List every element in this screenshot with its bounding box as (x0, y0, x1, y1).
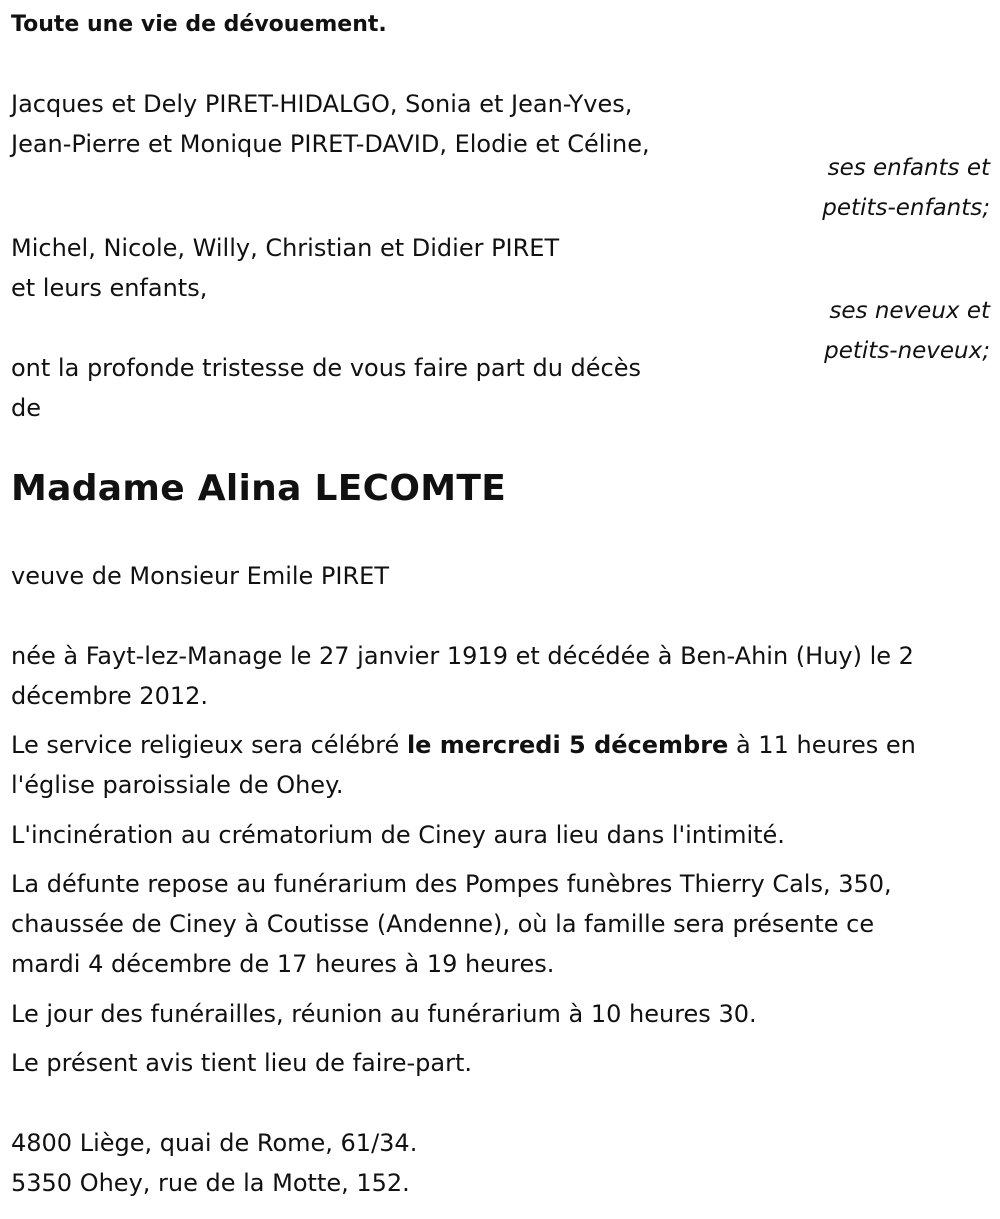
service-line-1 (11, 725, 916, 765)
widow-of-line: veuve de Monsieur Emile PIRET (11, 562, 389, 590)
announcement-line-1: ont la profonde tristesse de vous faire part du décès (11, 354, 641, 382)
family-line-3: Michel, Nicole, Willy, Christian et Didier PIRET (11, 234, 560, 262)
service-line-2: l'église paroissiale de Ohey. (11, 771, 344, 799)
family-line-1: Jacques et Dely PIRET-HIDALGO, Sonia et Jean-Yves, (11, 90, 633, 118)
cremation-line: L'incinération au crématorium de Ciney aura lieu dans l'intimité. (11, 821, 785, 849)
notice-line: Le présent avis tient lieu de faire-part. (11, 1049, 473, 1077)
announcement-line-2: de (11, 394, 41, 422)
obituary-heading: Toute une vie de dévouement. (11, 12, 387, 37)
address-line-1: 4800 Liège, quai de Rome, 61/34. (11, 1129, 418, 1157)
funeral-day-line: Le jour des funérailles, réunion au funérarium à 10 heures 30. (11, 1000, 757, 1028)
relation-children-line-2: petits-enfants; (822, 195, 990, 221)
relation-children-line-1: ses enfants et (827, 155, 990, 181)
repose-line-2: chaussée de Ciney à Coutisse (Andenne), où la famille sera présente ce (11, 910, 875, 938)
birth-death-line-1: née à Fayt-lez-Manage le 27 janvier 1919 et décédée à Ben-Ahin (Huy) le 2 (11, 642, 914, 670)
address-line-2: 5350 Ohey, rue de la Motte, 152. (11, 1169, 410, 1197)
service-prefix: Le service religieux sera célébré (11, 731, 407, 759)
repose-line-3: mardi 4 décembre de 17 heures à 19 heures. (11, 950, 555, 978)
deceased-name: Madame Alina LECOMTE (11, 468, 507, 509)
birth-death-line-2: décembre 2012. (11, 682, 209, 710)
repose-line-1: La défunte repose au funérarium des Pompes funèbres Thierry Cals, 350, (11, 870, 892, 898)
service-suffix: à 11 heures en (728, 731, 916, 759)
relation-nephews-line-2: petits-neveux; (824, 338, 990, 364)
service-date: le mercredi 5 décembre (406, 731, 729, 759)
family-line-4: et leurs enfants, (11, 274, 208, 302)
relation-nephews-line-1: ses neveux et (829, 298, 990, 324)
family-line-2: Jean-Pierre et Monique PIRET-DAVID, Elodie et Céline, (11, 130, 650, 158)
